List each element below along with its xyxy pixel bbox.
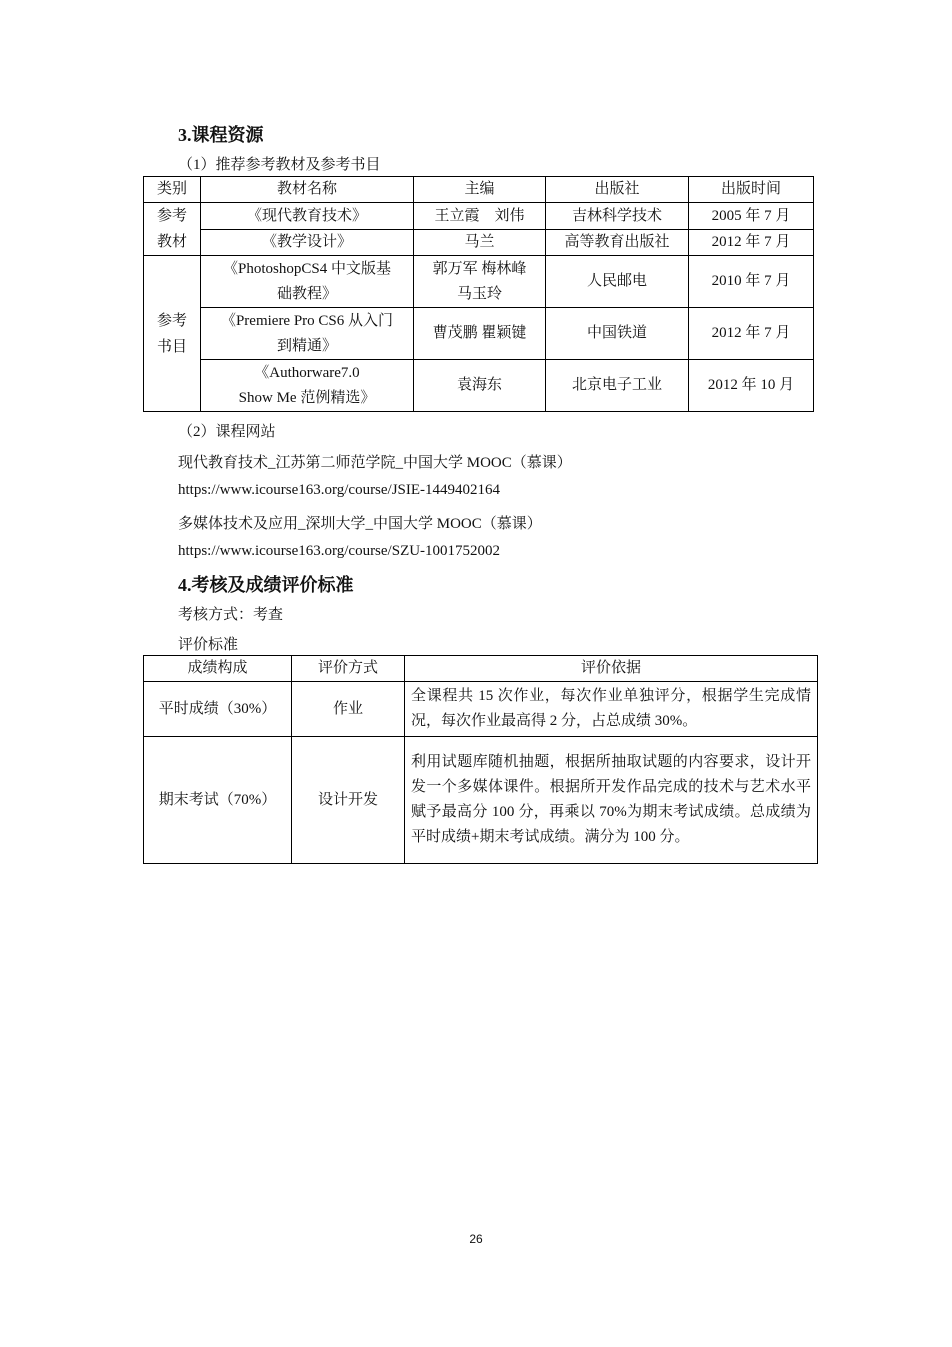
site-url[interactable]: https://www.icourse163.org/course/JSIE-1449402164	[178, 482, 501, 498]
publisher-cell: 人民邮电	[546, 256, 689, 308]
editor-cell: 郭万军 梅林峰 马玉玲	[414, 256, 546, 308]
book-name-cell: 《教学设计》	[201, 230, 414, 256]
assessment-method: 考核方式：考查	[178, 607, 284, 623]
book-name-cell: 《Premiere Pro CS6 从入门 到精通》	[201, 308, 414, 360]
header-cell: 评价依据	[405, 656, 818, 682]
header-cell: 出版社	[546, 177, 689, 203]
category-cell: 参考 教材	[144, 203, 201, 256]
publisher-cell: 吉林科学技术	[546, 203, 689, 230]
header-cell: 主编	[414, 177, 546, 203]
editor-cell: 袁海东	[414, 360, 546, 412]
publisher-cell: 高等教育出版社	[546, 230, 689, 256]
component-cell: 平时成绩（30%）	[144, 682, 292, 737]
section-3-title: 3.课程资源	[178, 125, 264, 145]
table-row	[144, 230, 814, 256]
publisher-cell: 北京电子工业	[546, 360, 689, 412]
subheading-websites: （2）课程网站	[178, 424, 276, 440]
basis-cell: 利用试题库随机抽题，根据所抽取试题的内容要求，设计开发一个多媒体课件。根据所开发作品完成的技术与艺术水平赋予最高分 100 分，再乘以 70%为期末考试成绩。总成绩为平时成绩+期末考试成绩。满分为 100 分。	[405, 737, 818, 864]
subheading-textbooks: （1）推荐参考教材及参考书目	[178, 157, 381, 173]
category-cell: 参考 书目	[144, 256, 201, 412]
table-row	[144, 737, 818, 864]
grading-table	[143, 655, 818, 864]
criteria-label: 评价标准	[178, 637, 239, 653]
table-row	[144, 360, 814, 412]
table-header-row	[144, 656, 818, 682]
header-cell: 教材名称	[201, 177, 414, 203]
date-cell: 2005 年 7 月	[689, 203, 814, 230]
page-number: 26	[469, 1232, 483, 1246]
table-header-row	[144, 177, 814, 203]
header-cell: 成绩构成	[144, 656, 292, 682]
date-cell: 2012 年 7 月	[689, 308, 814, 360]
date-cell: 2010 年 7 月	[689, 256, 814, 308]
editor-cell: 王立霞 刘伟	[414, 203, 546, 230]
method-cell: 设计开发	[292, 737, 405, 864]
table-row	[144, 203, 814, 230]
header-cell: 出版时间	[689, 177, 814, 203]
editor-cell: 曹茂鹏 瞿颖键	[414, 308, 546, 360]
publisher-cell: 中国铁道	[546, 308, 689, 360]
table-row	[144, 308, 814, 360]
site-name: 现代教育技术_江苏第二师范学院_中国大学 MOOC（慕课）	[178, 455, 572, 471]
site-name: 多媒体技术及应用_深圳大学_中国大学 MOOC（慕课）	[178, 516, 542, 532]
date-cell: 2012 年 7 月	[689, 230, 814, 256]
section-4-title: 4.考核及成绩评价标准	[178, 575, 354, 595]
basis-cell: 全课程共 15 次作业，每次作业单独评分，根据学生完成情况，每次作业最高得 2 分，占总成绩 30%。	[405, 682, 818, 737]
textbook-table	[143, 176, 814, 412]
table-row	[144, 256, 814, 308]
header-cell: 评价方式	[292, 656, 405, 682]
date-cell: 2012 年 10 月	[689, 360, 814, 412]
site-url[interactable]: https://www.icourse163.org/course/SZU-1001752002	[178, 543, 501, 559]
component-cell: 期末考试（70%）	[144, 737, 292, 864]
header-cell: 类别	[144, 177, 201, 203]
book-name-cell: 《PhotoshopCS4 中文版基 础教程》	[201, 256, 414, 308]
table-row	[144, 682, 818, 737]
editor-cell: 马兰	[414, 230, 546, 256]
method-cell: 作业	[292, 682, 405, 737]
book-name-cell: 《Authorware7.0 Show Me 范例精选》	[201, 360, 414, 412]
book-name-cell: 《现代教育技术》	[201, 203, 414, 230]
